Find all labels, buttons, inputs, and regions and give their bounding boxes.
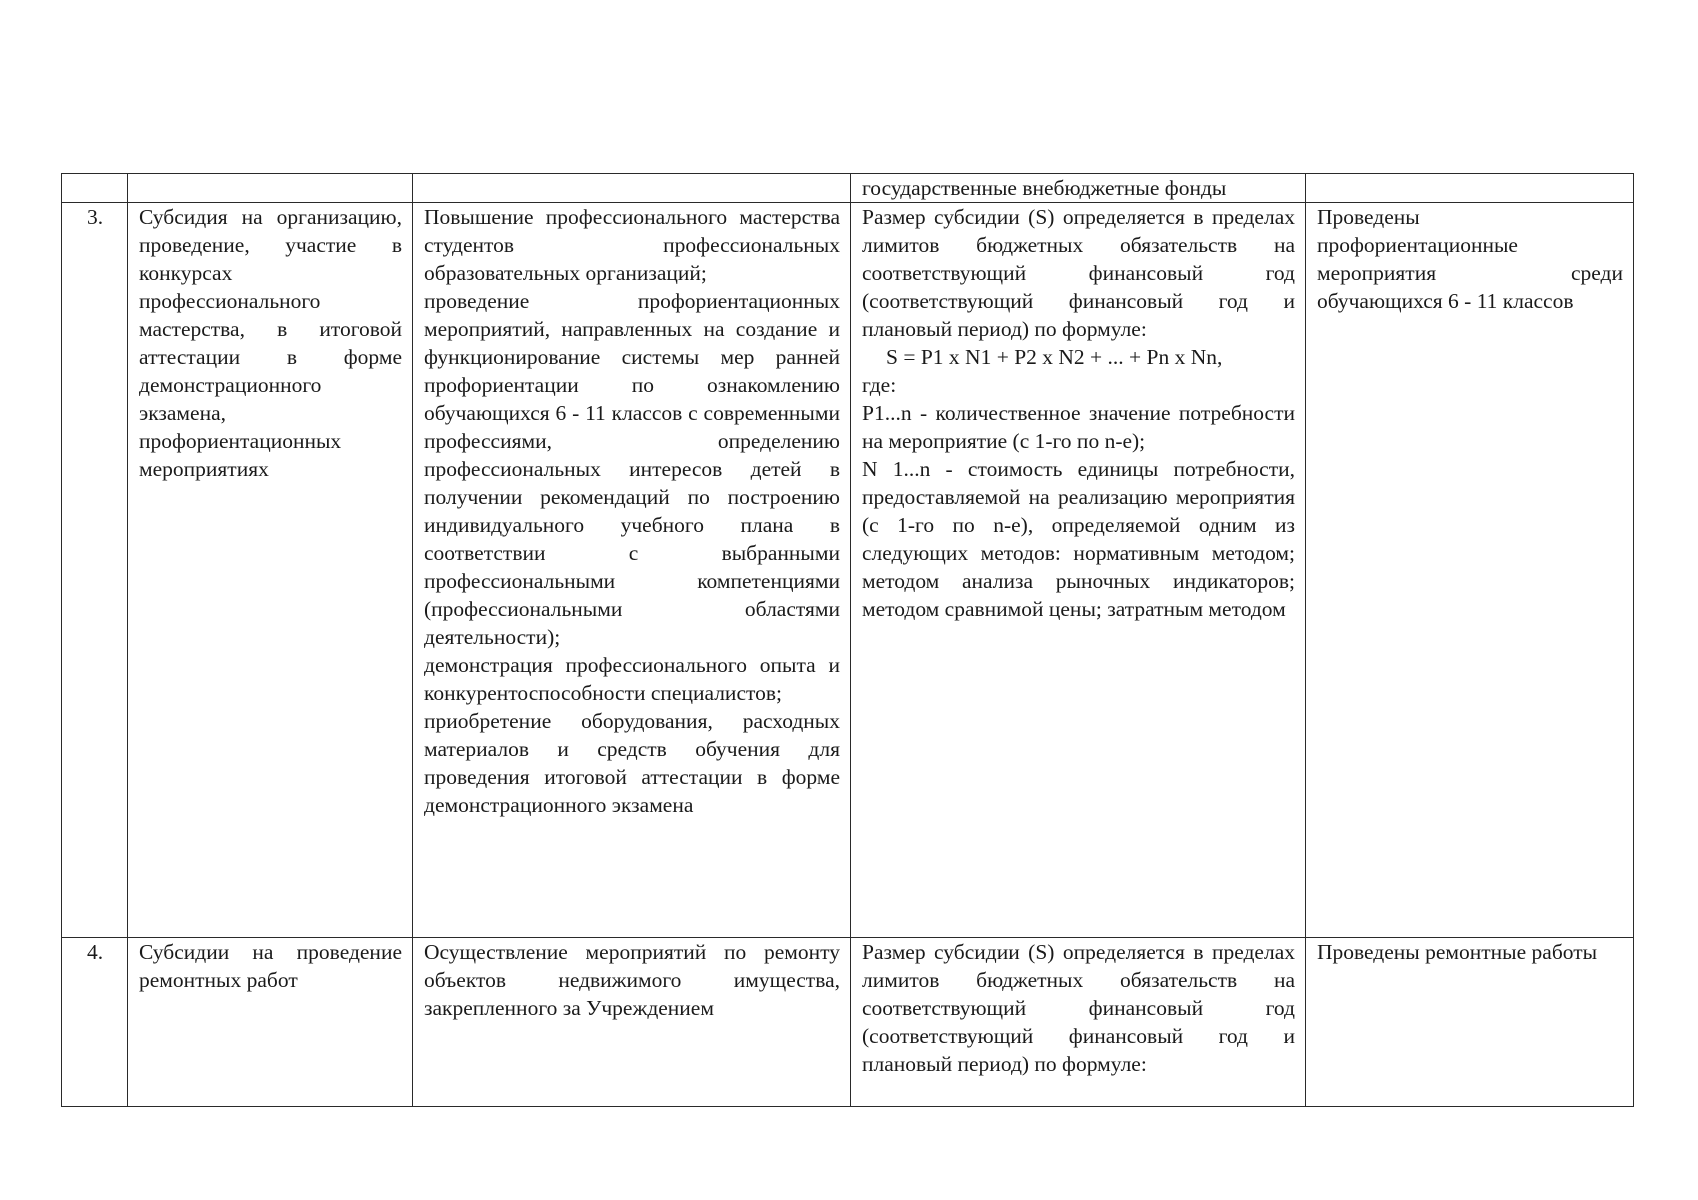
- purpose-paragraph: Повышение профессионального мастерства студентов профессиональных образовательных организаций;: [424, 205, 840, 285]
- purpose-paragraph: Осуществление мероприятий по ремонту объектов недвижимого имущества, закрепленного за Учреждением: [424, 940, 840, 1020]
- subsidy-purpose: [413, 203, 851, 938]
- calculation-paragraph: где:: [862, 373, 897, 397]
- table-cell: [62, 174, 128, 203]
- row-number: 4.: [62, 938, 128, 1107]
- calculation-paragraph: P1...n - количественное значение потребности на мероприятие (с 1-го по n-е);: [862, 401, 1295, 453]
- calculation-paragraph: Размер субсидии (S) определяется в пределах лимитов бюджетных обязательств на соответствующий финансовый год (соответствующий финансовый год и плановый период) по формуле:: [862, 940, 1295, 1076]
- subsidy-purpose: [413, 938, 851, 1107]
- cell-text: государственные внебюджетные фонды: [862, 176, 1227, 200]
- subsidy-result: [1306, 938, 1634, 1107]
- purpose-paragraph: приобретение оборудования, расходных материалов и средств обучения для проведения итоговой аттестации в форме демонстрационного экзамена: [424, 709, 840, 817]
- cell-text: Проведены ремонтные работы: [1317, 940, 1598, 964]
- subsidy-name: [128, 203, 413, 938]
- row-number: 3.: [62, 203, 128, 938]
- subsidy-table: [61, 173, 1634, 1107]
- table-row: [62, 174, 1634, 203]
- subsidy-result: [1306, 203, 1634, 938]
- cell-text: Проведены профориентационные мероприятия среди обучающихся 6 - 11 классов: [1317, 205, 1623, 313]
- subsidy-calculation: [851, 203, 1306, 938]
- table-row: [62, 938, 1634, 1107]
- table-cell: [1306, 174, 1634, 203]
- purpose-paragraph: демонстрация профессионального опыта и конкурентоспособности специалистов;: [424, 653, 840, 705]
- calculation-formula: S = P1 x N1 + P2 x N2 + ... + Pn x Nn,: [886, 345, 1223, 369]
- calculation-paragraph: Размер субсидии (S) определяется в пределах лимитов бюджетных обязательств на соответствующий финансовый год (соответствующий финансовый год и плановый период) по формуле:: [862, 205, 1295, 341]
- subsidy-name: [128, 938, 413, 1107]
- calculation-paragraph: N 1...n - стоимость единицы потребности, предоставляемой на реализацию мероприятия (с 1-го по n-е), определяемой одним из следующих методов: нормативным методом; методом анализа рыночных индикаторов; методом сравнимой цены; затратным методом: [862, 457, 1295, 621]
- table-cell: [128, 174, 413, 203]
- table-row: [62, 203, 1634, 938]
- purpose-paragraph: проведение профориентационных мероприятий, направленных на создание и функционирование системы мер ранней профориентации по ознакомлению обучающихся 6 - 11 классов с современными профессиями, определению профессиональных интересов детей в получении рекомендаций по построению индивидуального учебного плана в соответствии с выбранными профессиональными компетенциями (профессиональными областями деятельности);: [424, 289, 840, 649]
- table-cell: [413, 174, 851, 203]
- cell-text: Субсидия на организацию, проведение, участие в конкурсах профессионального мастерства, в итоговой аттестации в форме демонстрационного экзамена, профориентационных мероприятиях: [139, 205, 402, 481]
- table-cell: [851, 174, 1306, 203]
- subsidy-calculation: [851, 938, 1306, 1107]
- cell-text: Субсидии на проведение ремонтных работ: [139, 940, 402, 992]
